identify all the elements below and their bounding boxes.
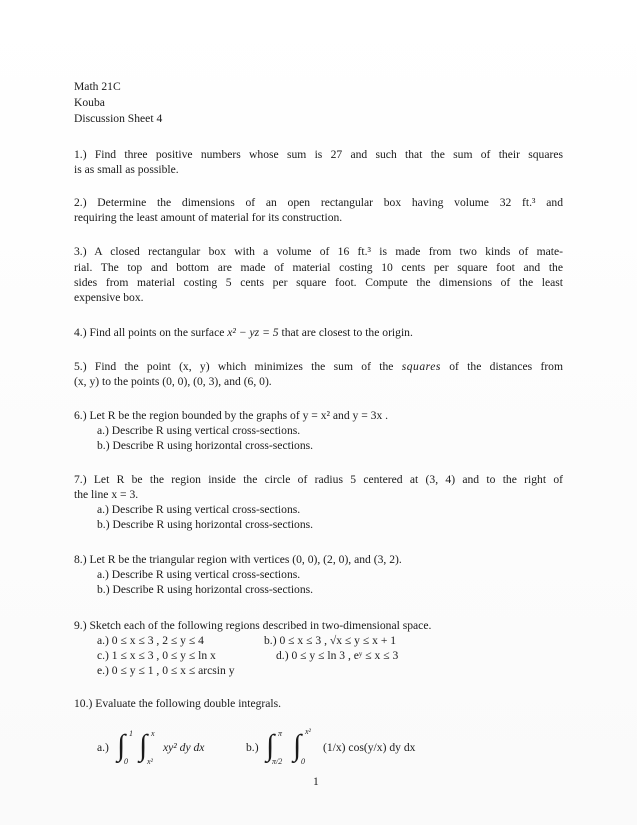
problem-5-line-2: (x, y) to the points (0, 0), (0, 3), and (6, 0). [74, 375, 272, 388]
problem-2-line-2: requiring the least amount of material for its construction. [74, 211, 343, 224]
integral-b-integrand: (1/x) cos(y/x) dy dx [323, 741, 416, 754]
sheet-title: Discussion Sheet 4 [74, 112, 163, 125]
problem-8-part-a: a.) Describe R using vertical cross-sections. [97, 568, 301, 581]
problem-4-equation: x² − yz = 5 [227, 326, 279, 339]
integral-sign-icon: ∫ [139, 729, 148, 762]
integral-b-outer-upper: π [278, 729, 283, 738]
problem-3-line-1: 3.) A closed rectangular box with a volume of 16 ft.³ is made from two kinds of mate- [74, 245, 563, 258]
problem-4 [74, 326, 413, 340]
problem-5-prefix: 5.) Find the point (x, y) which minimizes the sum of the [74, 360, 402, 373]
problem-2-line-1: 2.) Determine the dimensions of an open rectangular box having volume 32 ft.³ and [74, 196, 563, 209]
problem-9-part-c: c.) 1 ≤ x ≤ 3 , 0 ≤ y ≤ ln x [97, 649, 216, 662]
problem-3-line-4: expensive box. [74, 291, 144, 304]
problem-1-line-2: is as small as possible. [74, 163, 179, 176]
problem-7-part-a: a.) Describe R using vertical cross-sections. [97, 503, 301, 516]
integral-sign-icon: ∫ [117, 729, 126, 762]
problem-7-line-2: the line x = 3. [74, 488, 139, 501]
problem-9-line-1: 9.) Sketch each of the following regions described in two-dimensional space. [74, 619, 432, 632]
integral-a-outer-upper: 1 [129, 729, 133, 738]
integral-b-inner-upper: x² [305, 727, 311, 736]
integral-a-integrand: xy² dy dx [163, 741, 205, 754]
problem-5-emphasis: squares [401, 360, 441, 373]
problem-1-line-1: 1.) Find three positive numbers whose sum is 27 and such that the sum of their squares [74, 148, 563, 161]
problem-9-part-a: a.) 0 ≤ x ≤ 3 , 2 ≤ y ≤ 4 [97, 634, 204, 647]
problem-6-part-a: a.) Describe R using vertical cross-sections. [97, 424, 301, 437]
page-number: 1 [313, 775, 319, 788]
problem-5-suffix: of the distances from [440, 360, 563, 373]
problem-4-suffix: that are closest to the origin. [278, 326, 413, 339]
problem-8-part-b: b.) Describe R using horizontal cross-sections. [97, 583, 314, 596]
integral-a-outer-lower: 0 [124, 757, 128, 766]
problem-9-part-d: d.) 0 ≤ y ≤ ln 3 , eʸ ≤ x ≤ 3 [276, 649, 399, 662]
integral-a-inner-upper: x [151, 729, 155, 738]
problem-4-prefix: 4.) Find all points on the surface [74, 326, 228, 339]
integral-a-inner-lower: x² [147, 757, 153, 766]
problem-3-line-3: sides from material costing 5 cents per square foot. Compute the dimensions of the least [74, 276, 563, 289]
problem-3-line-2: rial. The top and bottom are made of material costing 10 cents per square foot and the [74, 261, 563, 274]
integral-a-label: a.) [97, 741, 109, 754]
integral-b-inner-lower: 0 [301, 757, 305, 766]
integral-b-outer-lower: π/2 [272, 757, 283, 766]
problem-6-line-1: 6.) Let R be the region bounded by the graphs of y = x² and y = 3x . [74, 409, 389, 422]
problem-6-part-b: b.) Describe R using horizontal cross-sections. [97, 439, 314, 452]
integral-a [97, 728, 247, 768]
instructor-name: Kouba [74, 96, 105, 109]
integral-sign-icon: ∫ [293, 729, 302, 762]
integral-b [246, 728, 466, 768]
problem-7-part-b: b.) Describe R using horizontal cross-sections. [97, 518, 314, 531]
problem-9-part-b: b.) 0 ≤ x ≤ 3 , √x ≤ y ≤ x + 1 [264, 634, 397, 647]
problem-5-line-1 [74, 360, 563, 374]
problem-8-line-1: 8.) Let R be the triangular region with vertices (0, 0), (2, 0), and (3, 2). [74, 553, 402, 566]
integral-sign-icon: ∫ [266, 729, 275, 762]
integral-b-label: b.) [246, 741, 259, 754]
problem-7-line-1: 7.) Let R be the region inside the circle of radius 5 centered at (3, 4) and to the right of [74, 473, 563, 486]
problem-9-part-e: e.) 0 ≤ y ≤ 1 , 0 ≤ x ≤ arcsin y [97, 664, 235, 677]
problem-10-line-1: 10.) Evaluate the following double integrals. [74, 697, 282, 710]
course-name: Math 21C [74, 80, 121, 93]
